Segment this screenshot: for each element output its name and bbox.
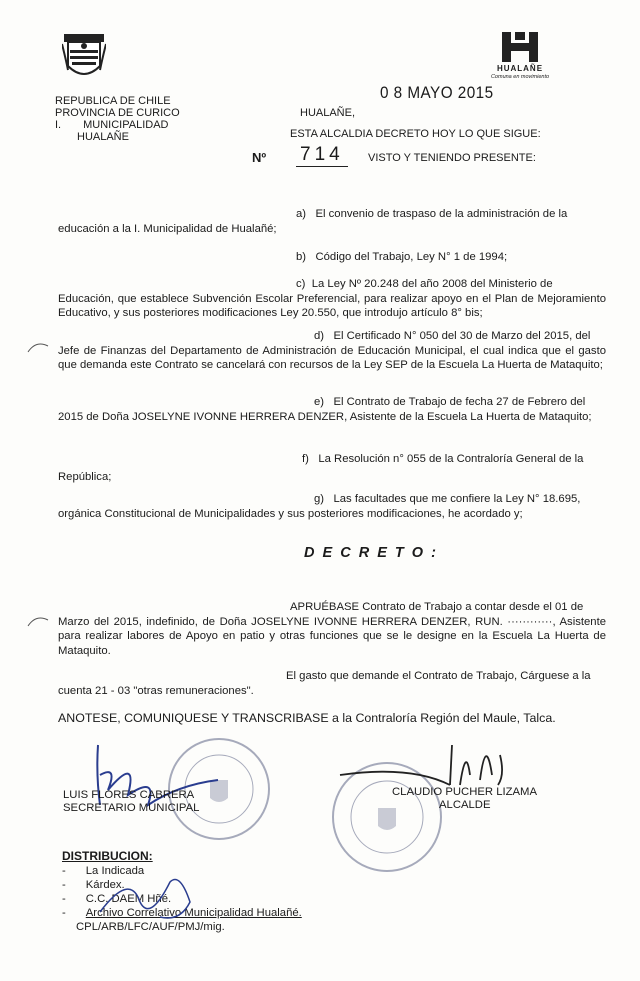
consideration-f: f) La Resolución n° 055 de la Contraloría General de la	[302, 453, 584, 465]
secretary-name: LUIS FLORES CABRERA	[63, 789, 195, 801]
decreto-title: D E C R E T O :	[304, 545, 438, 561]
list-item: - Kárdex.	[62, 879, 125, 891]
resolution-approve: APRUÉBASE Contrato de Trabajo a contar desde el 01 de Marzo del 2015, indefinido, de Doña JOSELYNE IVONNE HERRERA DENZER, RUN. ············, Asistente para realizar labores de Apoyo en patio y otras funciones que se le designe en la Escuela La Huerta de Mataquito.	[58, 601, 606, 657]
resolution-expense: El gasto que demande el Contrato de Trabajo, Cárguese a la cuenta 21 - 03 "otras remuneraciones".	[58, 670, 591, 697]
consideration-d: d) El Certificado N° 050 del 30 de Marzo del 2015, del Jefe de Finanzas del Departamento de Administración de Educación Municipal, el cual indica que el gasto que demanda este Contrato se cancelará con recursos de la Ley SEP de la Escuela La Huerta de Mataquito;	[58, 330, 606, 371]
municipality-label: I. MUNICIPALIDAD	[55, 119, 169, 131]
secretary-block	[63, 789, 199, 815]
city-date-label: HUALAÑE,	[300, 107, 356, 119]
mayor-title: ALCALDE	[439, 799, 491, 811]
province-label: PROVINCIA DE CURICO	[55, 107, 180, 119]
margin-mark-icon	[26, 338, 50, 358]
list-item: - La Indicada	[62, 865, 145, 877]
logo-name: HUALAÑE	[496, 64, 544, 73]
mayor-block	[392, 786, 537, 812]
decree-number: 714	[296, 144, 348, 167]
hualane-logo	[490, 30, 550, 86]
closing-line: ANOTESE, COMUNIQUESE Y TRANSCRIBASE a la Contraloría Región del Maule, Talca.	[58, 711, 556, 725]
secretary-title: SECRETARIO MUNICIPAL	[63, 802, 200, 814]
decree-line: ESTA ALCALDIA DECRETO HOY LO QUE SIGUE:	[290, 128, 541, 140]
visto-label: VISTO Y TENIENDO PRESENTE:	[368, 152, 536, 164]
consideration-c: c) La Ley Nº 20.248 del año 2008 del Ministerio de Educación, que establece Subvención Escolar Preferencial, para realizar apoyo en el Plan de Mejoramiento Educativo, y sus posteriores modificaciones Ley 20.550, que introdujo artículo 8° bis;	[58, 278, 606, 319]
margin-mark-icon	[26, 612, 50, 632]
consideration-a: a) El convenio de traspaso de la administración de la educación a la I. Municipalidad de Hualañé;	[58, 208, 568, 235]
republic-label: REPUBLICA DE CHILE	[55, 95, 171, 107]
distribution-signature-icon	[80, 862, 230, 932]
header-institution	[55, 95, 180, 143]
date-stamp: 0 8 MAYO 2015	[380, 83, 494, 102]
list-item: - Archivo Correlativo Municipalidad Hualañé.	[62, 907, 302, 919]
coat-of-arms-icon	[62, 30, 106, 82]
consideration-e: e) El Contrato de Trabajo de fecha 27 de Febrero del 2015 de Doña JOSELYNE IVONNE HERRERA DENZER, Asistente de la Escuela La Huerta de Mataquito;	[58, 396, 592, 423]
list-item: - C.C. DAEM Hñé.	[62, 893, 172, 905]
number-prefix: Nº	[252, 150, 267, 165]
consideration-f-cont: República;	[58, 471, 112, 483]
consideration-g: g) Las facultades que me confiere la Ley N° 18.695, orgánica Constitucional de Municipalidades y sus posteriores modificaciones, he acordado y;	[58, 493, 581, 520]
distribution-title: DISTRIBUCION:	[62, 849, 153, 863]
initials: CPL/ARB/LFC/AUF/PMJ/mig.	[76, 921, 225, 933]
municipality-city-label: HUALAÑE	[77, 131, 129, 143]
logo-tagline: Comuna en movimiento	[490, 74, 550, 80]
mayor-name: CLAUDIO PUCHER LIZAMA	[392, 786, 538, 798]
consideration-b: b) Código del Trabajo, Ley N° 1 de 1994;	[296, 251, 508, 263]
